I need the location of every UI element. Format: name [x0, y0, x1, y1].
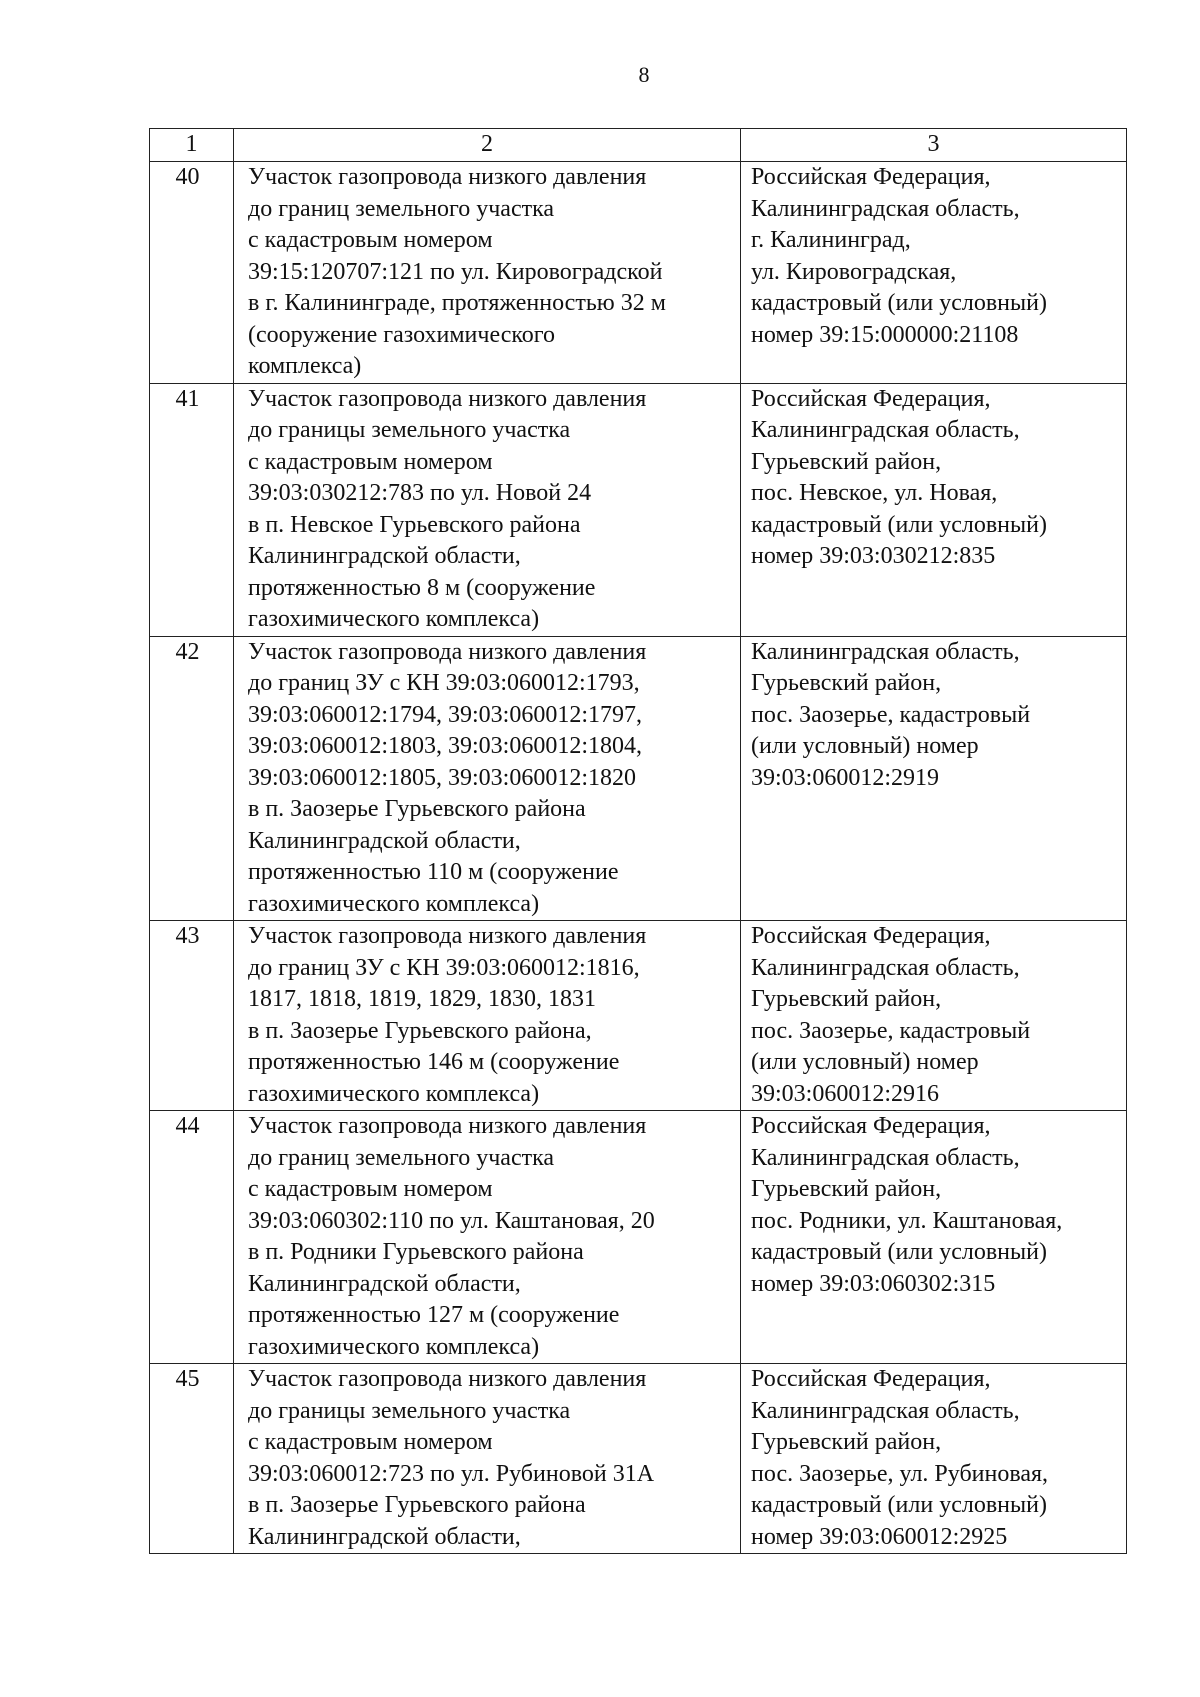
page-number: 8	[638, 62, 650, 87]
object-address: Российская Федерация, Калининградская область, Гурьевский район, пос. Заозерье, кадастровый (или условный) номер 39:03:060012:2916	[741, 921, 1127, 1111]
row-number: 40	[150, 162, 234, 384]
header-col-3: 3	[741, 129, 1127, 162]
object-address: Калининградская область, Гурьевский район, пос. Заозерье, кадастровый (или условный) номер 39:03:060012:2919	[741, 636, 1127, 921]
row-number: 42	[150, 636, 234, 921]
row-number: 43	[150, 921, 234, 1111]
object-description: Участок газопровода низкого давления до границ ЗУ с КН 39:03:060012:1793, 39:03:060012:1794, 39:03:060012:1797, 39:03:060012:1803, 39:03:060012:1804, 39:03:060012:1805, 39:03:060012:1820 в п. Заозерье Гурьевского района Калининградской области, протяженностью 110 м (сооружение газохимического комплекса)	[234, 636, 741, 921]
object-address: Российская Федерация, Калининградская область, Гурьевский район, пос. Родники, ул. Каштановая, кадастровый (или условный) номер 39:03:060302:315	[741, 1111, 1127, 1364]
table-row	[150, 1111, 1127, 1364]
table-row	[150, 162, 1127, 384]
object-description: Участок газопровода низкого давления до границ земельного участка с кадастровым номером 39:03:060302:110 по ул. Каштановая, 20 в п. Родники Гурьевского района Калининградской области, протяженностью 127 м (сооружение газохимического комплекса)	[234, 1111, 741, 1364]
object-description: Участок газопровода низкого давления до границы земельного участка с кадастровым номером 39:03:030212:783 по ул. Новой 24 в п. Невское Гурьевского района Калининградской области, протяженностью 8 м (сооружение газохимического комплекса)	[234, 383, 741, 636]
row-number: 45	[150, 1364, 234, 1554]
object-description: Участок газопровода низкого давления до границ ЗУ с КН 39:03:060012:1816, 1817, 1818, 1819, 1829, 1830, 1831 в п. Заозерье Гурьевского района, протяженностью 146 м (сооружение газохимического комплекса)	[234, 921, 741, 1111]
row-number: 44	[150, 1111, 234, 1364]
registry-table	[149, 128, 1127, 1554]
header-col-2: 2	[234, 129, 741, 162]
row-number: 41	[150, 383, 234, 636]
object-address: Российская Федерация, Калининградская область, Гурьевский район, пос. Заозерье, ул. Рубиновая, кадастровый (или условный) номер 39:03:060012:2925	[741, 1364, 1127, 1554]
table-row	[150, 636, 1127, 921]
table-row	[150, 1364, 1127, 1554]
table-row	[150, 383, 1127, 636]
object-address: Российская Федерация, Калининградская область, Гурьевский район, пос. Невское, ул. Новая, кадастровый (или условный) номер 39:03:030212:835	[741, 383, 1127, 636]
table-row	[150, 921, 1127, 1111]
header-row	[150, 129, 1127, 162]
object-description: Участок газопровода низкого давления до границ земельного участка с кадастровым номером 39:15:120707:121 по ул. Кировоградской в г. Калининграде, протяженностью 32 м (сооружение газохимического комплекса)	[234, 162, 741, 384]
header-col-1: 1	[150, 129, 234, 162]
object-description: Участок газопровода низкого давления до границы земельного участка с кадастровым номером 39:03:060012:723 по ул. Рубиновой 31А в п. Заозерье Гурьевского района Калининградской области,	[234, 1364, 741, 1554]
object-address: Российская Федерация, Калининградская область, г. Калининград, ул. Кировоградская, кадастровый (или условный) номер 39:15:000000:21108	[741, 162, 1127, 384]
